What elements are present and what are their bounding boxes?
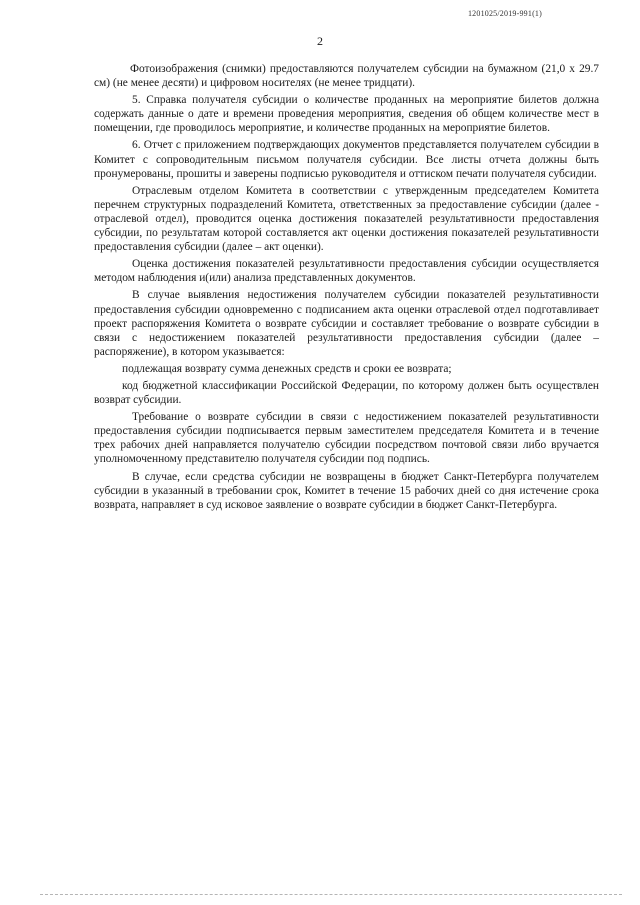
paragraph-assessment: Отраслевым отделом Комитета в соответствии с утвержденным председателем Комитета перечнем структурных подразделений Комитета, ответственных за предоставление субсидии (далее - отраслевой отдел), проводится оценка достижения показателей результативности предоставления субсидии, по результатам которой составляется акт оценки достижения показателей результативности предоставления субсидии (далее – акт оценки). [94, 184, 599, 254]
paragraph-photos: Фотоизображения (снимки) предоставляются получателем субсидии на бумажном (21,0 х 29.7 см) (не менее десяти) и цифровом носителях (не менее тридцати). [94, 63, 599, 90]
paragraph-budget-code: код бюджетной классификации Российской Федерации, по которому должен быть осуществлен возврат субсидии. [94, 379, 599, 407]
paragraph-refund-amount: подлежащая возврату сумма денежных средств и сроки ее возврата; [122, 362, 452, 375]
paragraph-court: В случае, если средства субсидии не возвращены в бюджет Санкт-Петербурга получателем субсидии в указанный в требовании срок, Комитет в течение 15 рабочих дней со дня истечение срока возврата, направляет в суд исковое заявление о возврате субсидии в бюджет Санкт-Петербурга. [94, 470, 599, 511]
page-bottom-edge [40, 894, 622, 895]
paragraph-report: 6. Отчет с приложением подтверждающих документов представляется получателем субсидии в Комитет с сопроводительным письмом получателя субсидии. Все листы отчета должны быть пронумерованы, прошиты и заверены подписью руководителя и оттиском печати получателя субсидии. [94, 139, 599, 180]
paragraph-non-achievement: В случае выявления недостижения получателем субсидии показателей результативности предоставления субсидии одновременно с подписанием акта оценки отраслевой отдел подготавливает проект распоряжения Комитета о возврате субсидии и составляет требование о возврате субсидии в связи с недостижением показателей результативности предоставления субсидии (далее – распоряжение), в котором указывается: [94, 289, 599, 358]
paragraph-ticket-certificate: 5. Справка получателя субсидии о количестве проданных на мероприятие билетов должна содержать данные о дате и времени проведения мероприятия, сведения об общем количестве мест в помещении, где проводилось мероприятие, и количестве проданных на мероприятие билетов. [94, 94, 599, 135]
page-number: 2 [317, 34, 323, 48]
document-body [94, 62, 599, 515]
document-code: 1201025/2019-991(1) [467, 9, 542, 18]
paragraph-requirement: Требование о возврате субсидии в связи с недостижением показателей результативности предоставления субсидии подписывается первым заместителем председателя Комитета и в течение трех рабочих дней направляется получателю субсидии посредством почтовой связи либо вручается уполномоченному представителю получателя субсидии под подпись. [94, 411, 599, 466]
paragraph-assessment-method: Оценка достижения показателей результативности предоставления субсидии осуществляется методом наблюдения и(или) анализа представленных документов. [94, 258, 599, 285]
